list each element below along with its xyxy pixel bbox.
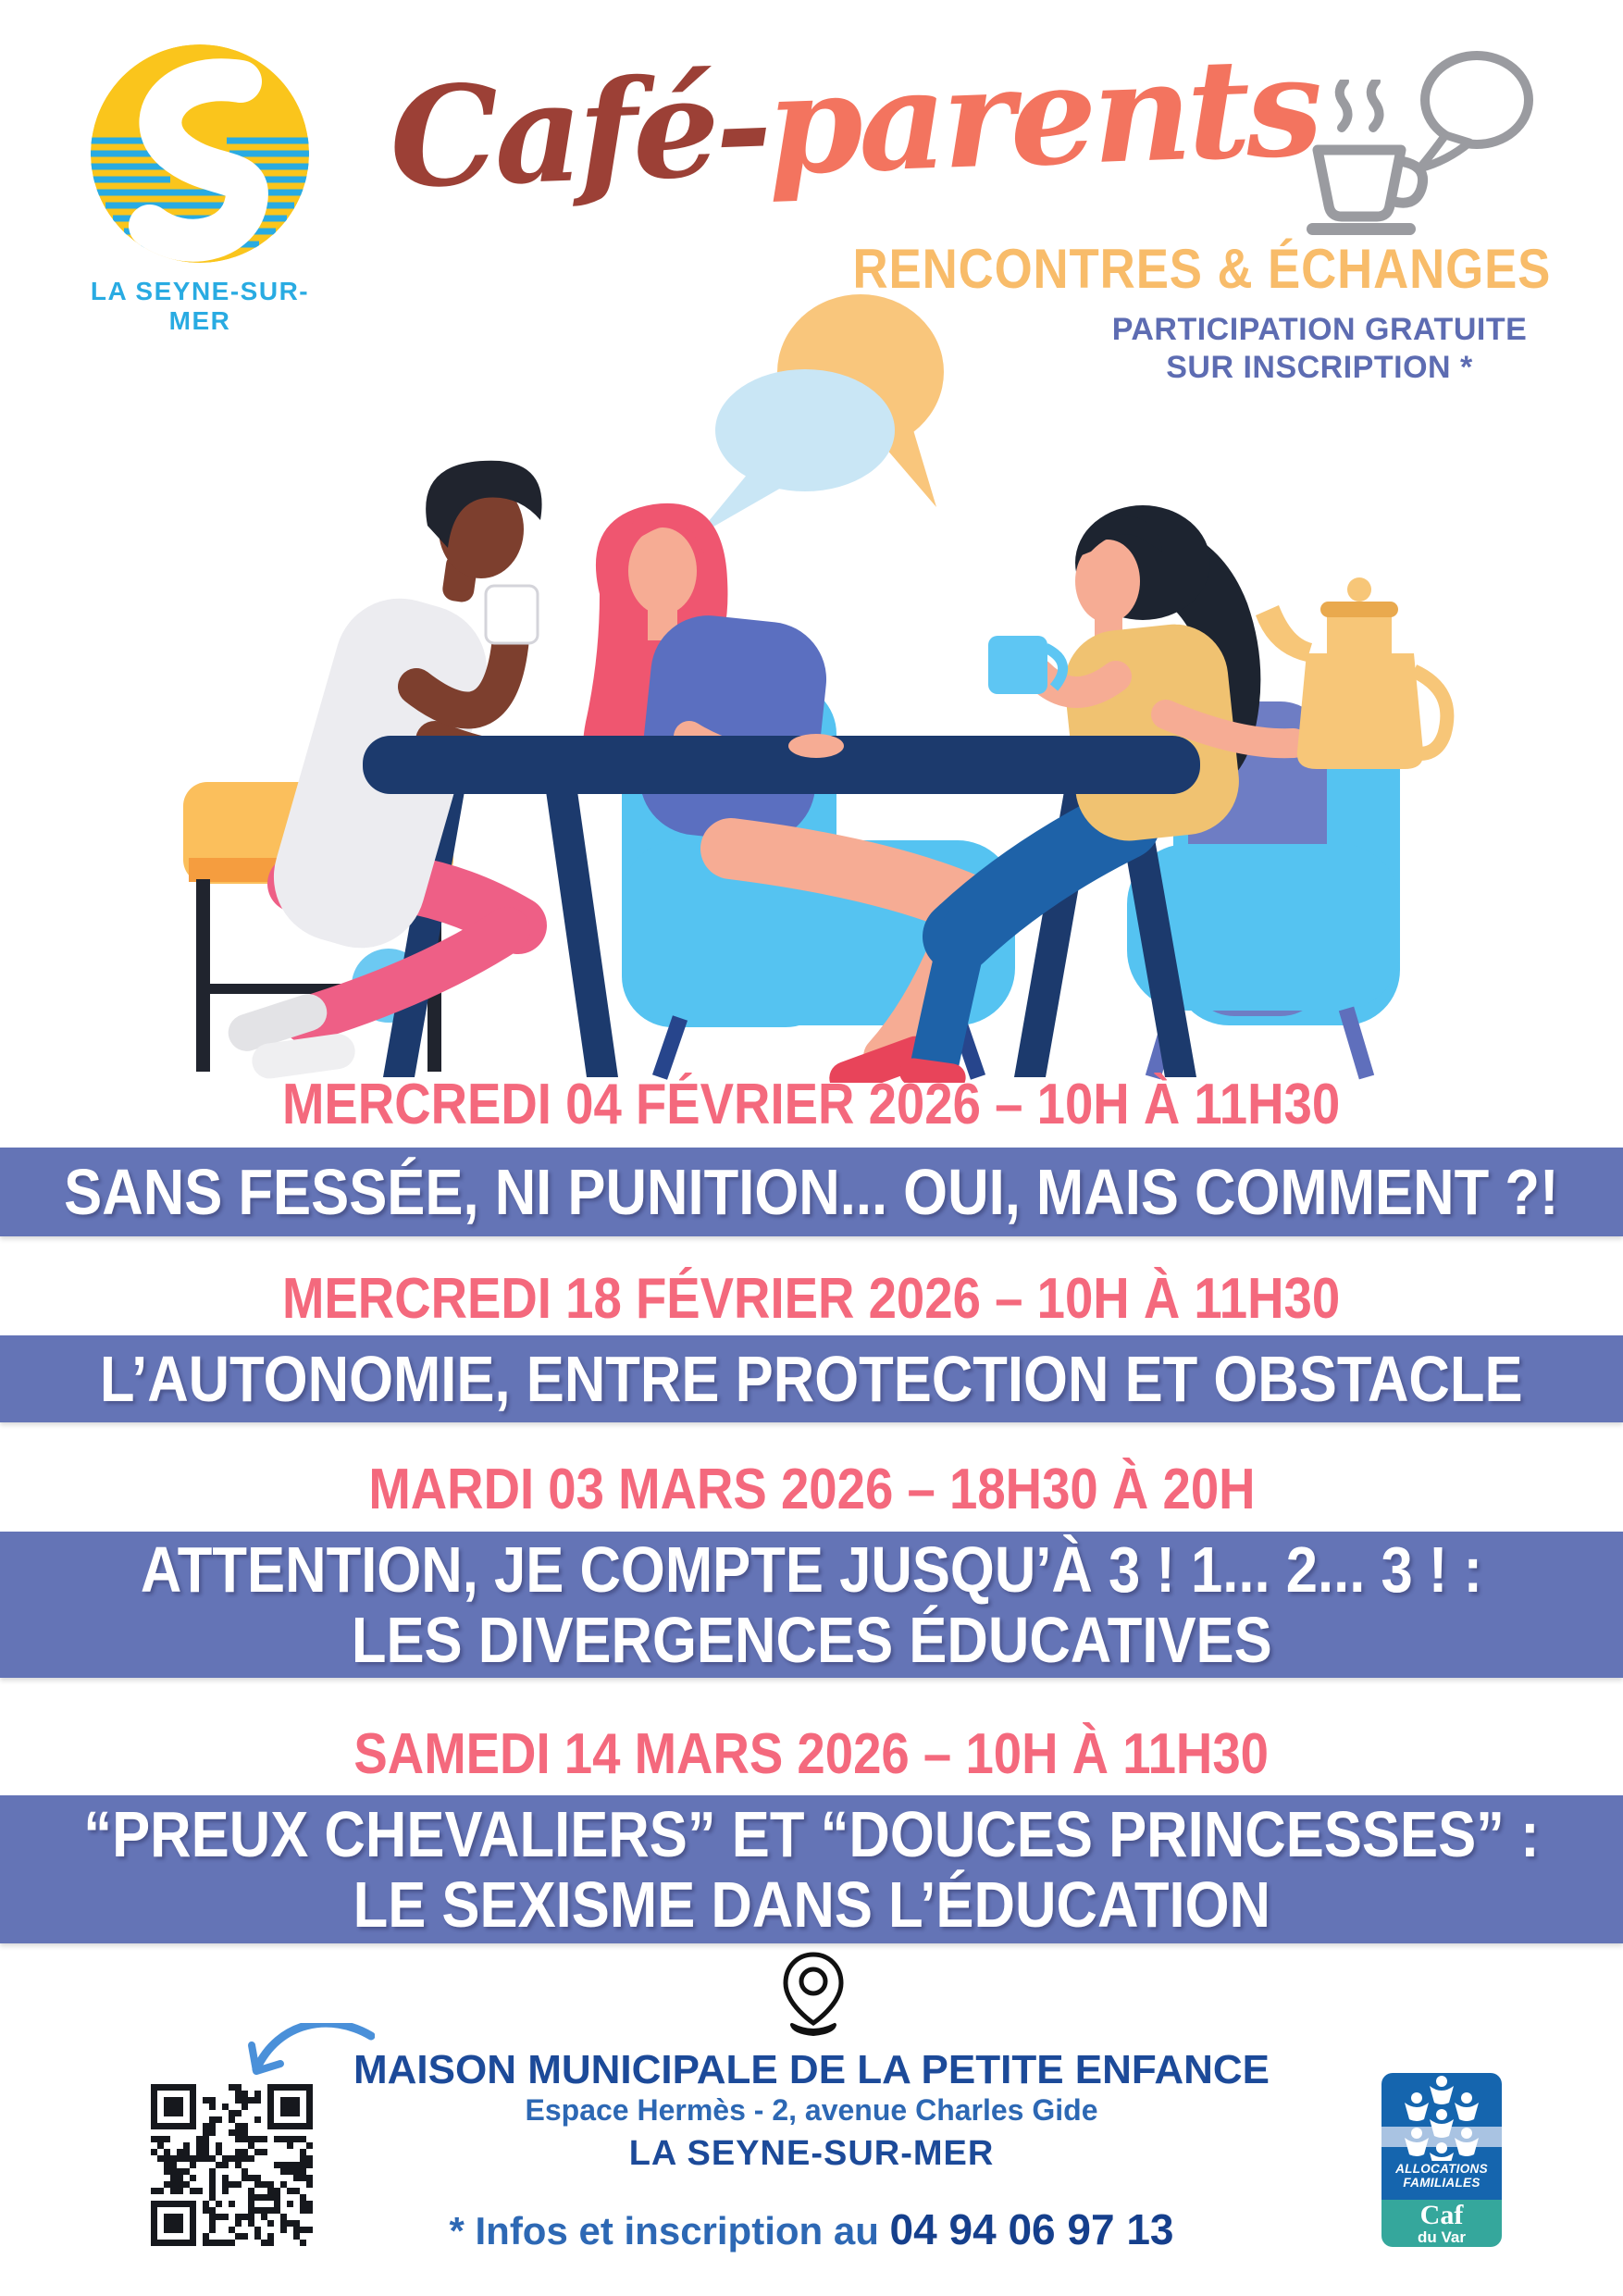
caf-name: Caf bbox=[1419, 2200, 1464, 2230]
event-4-date: SAMEDI 14 MARS 2026 – 10H À 11H30 bbox=[353, 1722, 1270, 1786]
event-1-topic-banner bbox=[0, 1148, 1623, 1236]
event-3-topic-banner bbox=[0, 1532, 1623, 1678]
title-part-parents: parents bbox=[763, 25, 1321, 206]
event-4-topic-banner bbox=[0, 1795, 1623, 1943]
event-1-topic: SANS FESSÉE, NI PUNITION... OUI, MAIS COMMENT ?! bbox=[64, 1156, 1559, 1228]
event-3-topic-line1: ATTENTION, JE COMPTE JUSQU’À 3 ! 1... 2... 3 ! : bbox=[140, 1533, 1483, 1606]
event-3-topic-line2: LES DIVERGENCES ÉDUCATIVES bbox=[351, 1604, 1272, 1676]
caf-logo bbox=[1381, 2073, 1502, 2247]
caf-sub: du Var bbox=[1418, 2228, 1466, 2246]
event-1-date: MERCREDI 04 FÉVRIER 2026 – 10H À 11H30 bbox=[282, 1073, 1341, 1136]
arrow-icon bbox=[236, 2023, 375, 2090]
participation-line2: SUR INSCRIPTION * bbox=[1166, 350, 1473, 385]
event-2-date: MERCREDI 18 FÉVRIER 2026 – 10H À 11H30 bbox=[282, 1267, 1341, 1331]
caf-logo-bottom bbox=[1381, 2200, 1502, 2247]
venue-address: Espace Hermès - 2, avenue Charles Gide bbox=[525, 2093, 1098, 2127]
venue-city: LA SEYNE-SUR-MER bbox=[628, 2134, 995, 2173]
subtitle-text: RENCONTRES & ÉCHANGES bbox=[852, 238, 1552, 300]
event-4-topic-line2: LE SEXISME DANS L’ÉDUCATION bbox=[353, 1868, 1270, 1941]
cafe-illustration bbox=[0, 176, 1623, 1083]
caf-figures-icon bbox=[1381, 2073, 1502, 2161]
info-prefix: * Infos et inscription au bbox=[449, 2209, 890, 2253]
speech-bubble-outline-icon bbox=[1412, 46, 1542, 176]
logo-city-label: LA SEYNE-SUR-MER bbox=[90, 277, 310, 335]
table bbox=[363, 736, 1200, 794]
blue-speech-bubble bbox=[715, 369, 895, 491]
event-2-topic-banner bbox=[0, 1335, 1623, 1422]
participation-line1: PARTICIPATION GRATUITE bbox=[1111, 312, 1528, 347]
venue-name: MAISON MUNICIPALE DE LA PETITE ENFANCE bbox=[353, 2047, 1270, 2092]
event-2-topic: L’AUTONOMIE, ENTRE PROTECTION ET OBSTACLE bbox=[100, 1343, 1523, 1415]
location-pin-icon bbox=[779, 1949, 848, 2038]
info-phone-number: 04 94 06 97 13 bbox=[889, 2205, 1174, 2253]
qr-code bbox=[151, 2084, 313, 2246]
title-part-cafe: Café- bbox=[387, 44, 771, 219]
event-4-topic-line1: “PREUX CHEVALIERS” ET “DOUCES PRINCESSES” : bbox=[83, 1798, 1540, 1870]
caf-line2: FAMILIALES bbox=[1403, 2176, 1481, 2190]
caf-logo-top bbox=[1381, 2073, 1502, 2200]
caf-line1: ALLOCATIONS bbox=[1395, 2162, 1488, 2176]
event-3-date: MARDI 03 MARS 2026 – 18H30 À 20H bbox=[367, 1458, 1256, 1521]
